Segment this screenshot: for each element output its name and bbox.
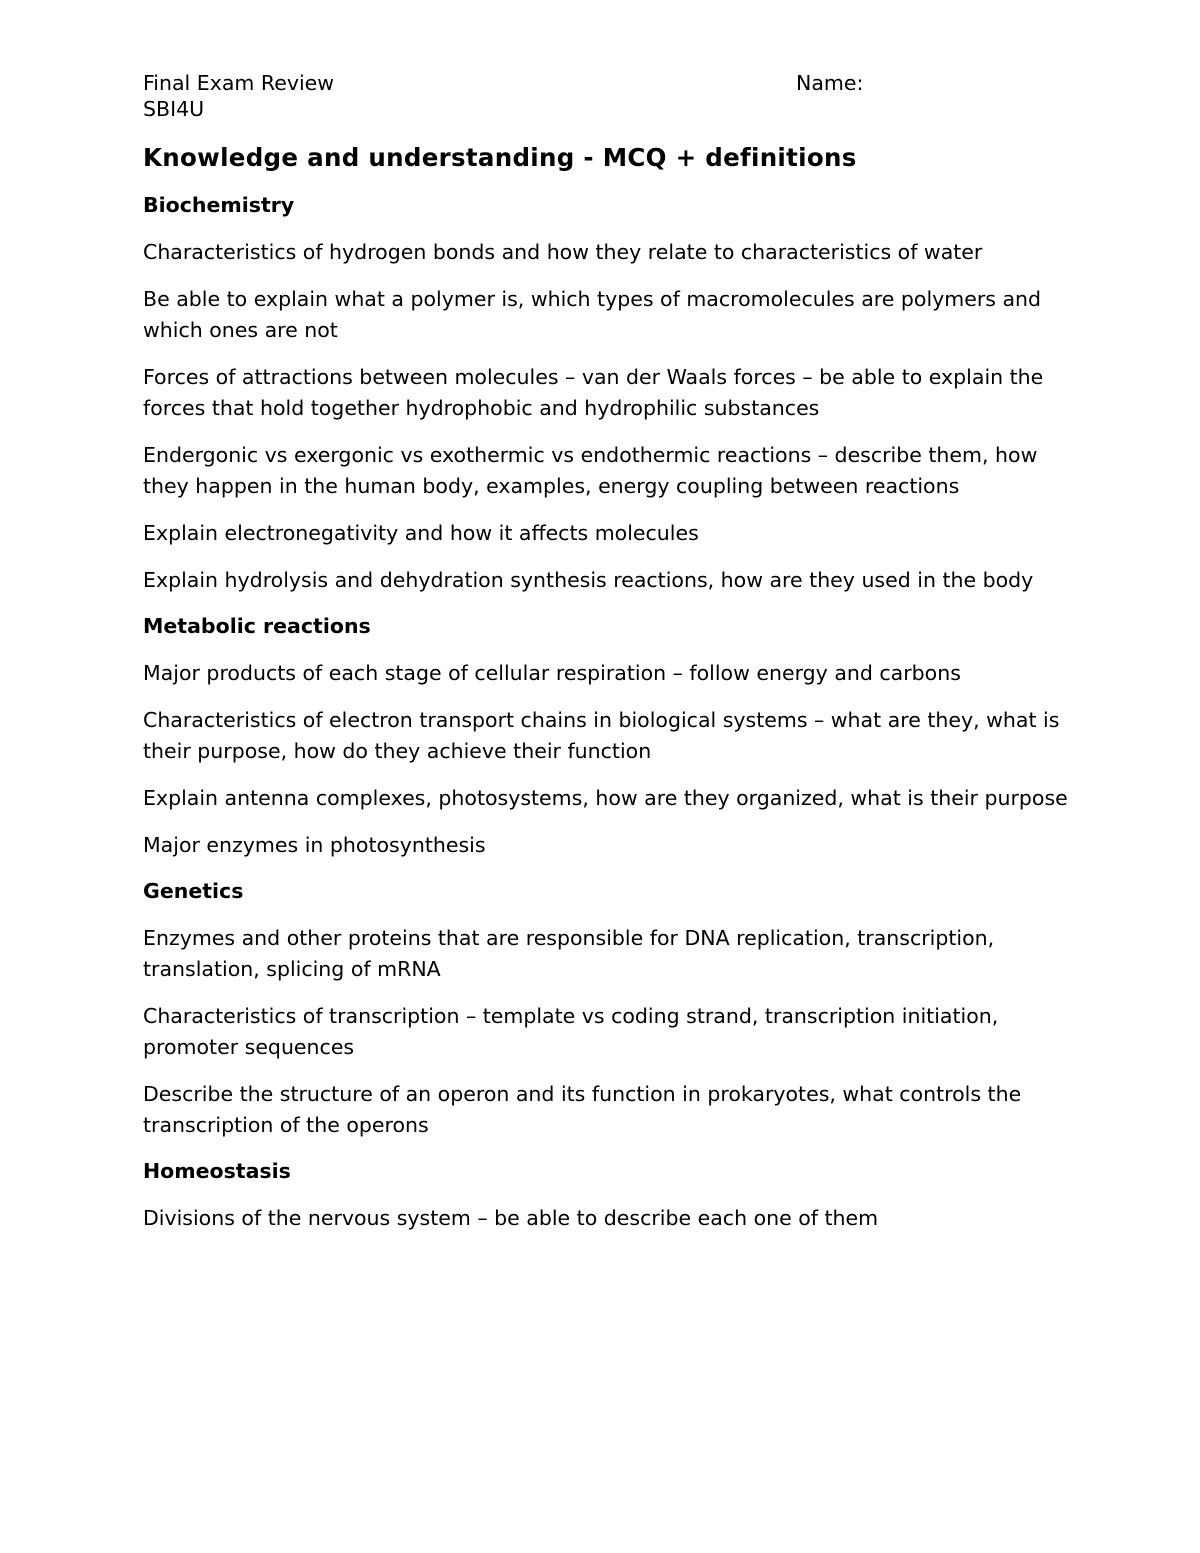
section-title: Genetics	[143, 879, 244, 903]
header-left	[143, 70, 334, 122]
list-item: Major enzymes in photosynthesis	[143, 833, 486, 857]
section-title: Homeostasis	[143, 1159, 291, 1183]
list-item: Explain antenna complexes, photosystems, how are they organized, what is their purpose	[143, 786, 1068, 810]
course-code: SBI4U	[143, 97, 205, 121]
list-item: Explain electronegativity and how it affects molecules	[143, 521, 699, 545]
section-title: Biochemistry	[143, 193, 295, 217]
list-item: Characteristics of hydrogen bonds and how they relate to characteristics of water	[143, 240, 983, 264]
section-genetics	[143, 877, 1068, 1141]
list-item: Enzymes and other proteins that are responsible for DNA replication, transcription, translation, splicing of mRNA	[143, 926, 995, 981]
section-title: Metabolic reactions	[143, 614, 371, 638]
main-heading: Knowledge and understanding - MCQ + definitions	[143, 143, 857, 172]
list-item: Characteristics of transcription – template vs coding strand, transcription initiation, promoter sequences	[143, 1004, 999, 1059]
name-label: Name:	[796, 71, 864, 95]
document-body	[143, 142, 1068, 1250]
list-item: Be able to explain what a polymer is, which types of macromolecules are polymers and which ones are not	[143, 287, 1042, 342]
list-item: Major products of each stage of cellular respiration – follow energy and carbons	[143, 661, 961, 685]
list-item: Forces of attractions between molecules – van der Waals forces – be able to explain the forces that hold together hydrophobic and hydrophilic substances	[143, 365, 1044, 420]
section-biochemistry	[143, 191, 1068, 596]
section-metabolic-reactions	[143, 612, 1068, 861]
list-item: Characteristics of electron transport chains in biological systems – what are they, what is their purpose, how do they achieve their function	[143, 708, 1060, 763]
list-item: Divisions of the nervous system – be able to describe each one of them	[143, 1206, 879, 1230]
document-title: Final Exam Review	[143, 71, 335, 95]
section-homeostasis	[143, 1157, 1068, 1234]
list-item: Describe the structure of an operon and its function in prokaryotes, what controls the transcription of the operons	[143, 1082, 1022, 1137]
list-item: Explain hydrolysis and dehydration synthesis reactions, how are they used in the body	[143, 568, 1034, 592]
list-item: Endergonic vs exergonic vs exothermic vs endothermic reactions – describe them, how they happen in the human body, examples, energy coupling between reactions	[143, 443, 1038, 498]
